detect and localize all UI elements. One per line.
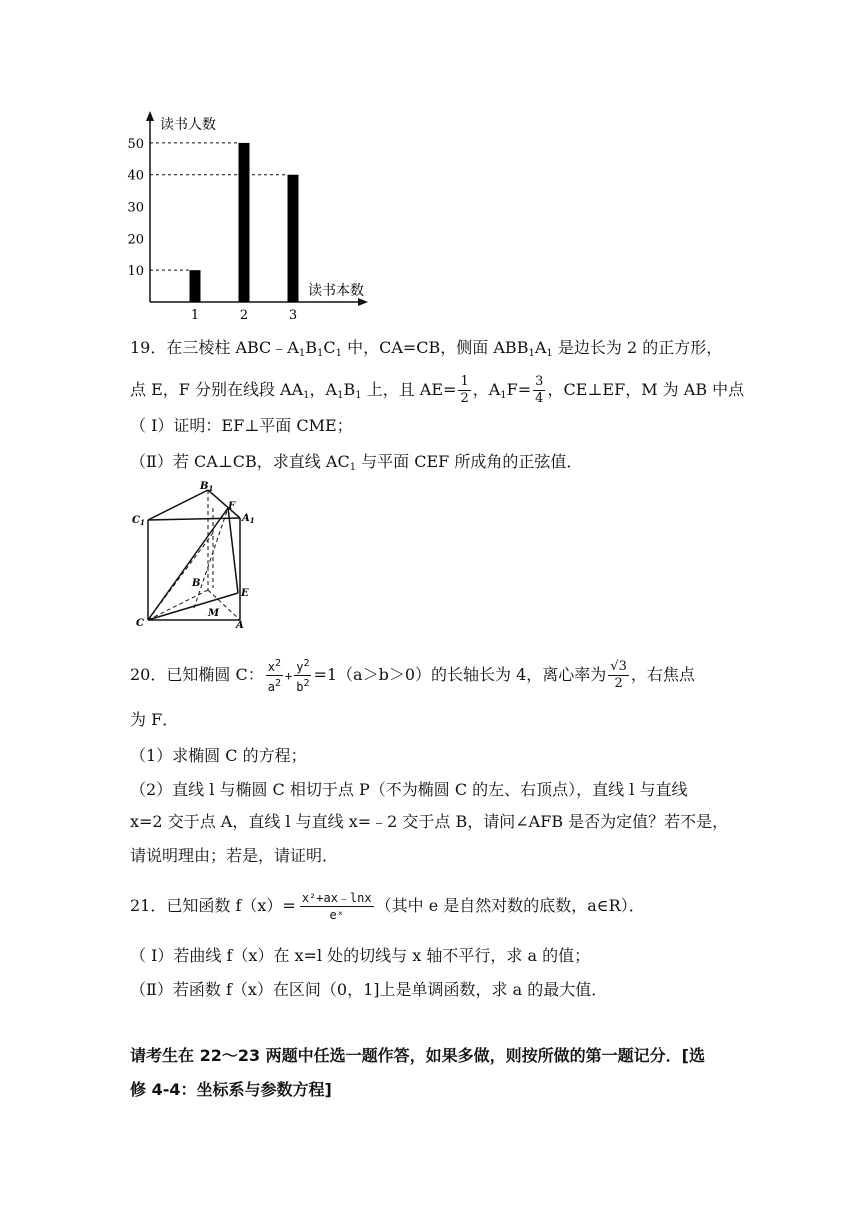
x-tick-label: 2: [239, 308, 249, 323]
label-E: E: [241, 588, 249, 599]
q20-part2-line1: （2）直线 l 与椭圆 C 相切于点 P（不为椭圆 C 的左、右顶点），直线 l 与直线: [130, 780, 688, 799]
bar-1: [190, 270, 201, 302]
q21-part1: （ I）若曲线 f（x）在 x=l 处的切线与 x 轴不平行，求 a 的值；: [130, 946, 591, 965]
label-C1: $C_1$: [132, 515, 145, 527]
label-F: F: [228, 501, 236, 512]
x-axis-label: 读书本数: [308, 283, 364, 299]
section-instruction-line1: 请考生在 22～23 两题中任选一题作答，如果多做，则按所做的第一题记分．[选: [130, 1046, 705, 1065]
y-axis-label: 读书人数: [160, 117, 216, 133]
label-C: C: [136, 618, 144, 628]
q20-stem-line1: 20．已知椭圆 C： $\frac{x^2}{a^2}$ + $\frac{y^2}{b^2}$ =1（a＞b＞0）的长轴长为 4，离心率为 $\frac{√3}{2}$ ，右焦点: [130, 658, 695, 694]
y-tick-label: 30: [127, 200, 144, 216]
q19-stem-line2: 点 E，F 分别在线段 $AA_1$，$A_1B_1$ 上，且 AE= $\frac{1}{2}$ ，$A_1F=$ $\frac{3}{4}$ ，CE⊥EF，M 为 AB 中点: [130, 374, 745, 406]
fraction-f-of-x: $\frac{\text{x²+ax﹣lnx}}{\text{eˣ}}$: [301, 891, 372, 922]
bar-chart: [120, 105, 380, 325]
label-A1: $A_1$: [242, 513, 255, 525]
y-tick-label: 50: [127, 136, 144, 152]
label-B: B: [192, 578, 201, 589]
x-tick-label: 3: [288, 308, 298, 323]
y-axis-arrow: [146, 111, 154, 121]
q20-part2-line2: x=2 交于点 A，直线 l 与直线 x=﹣2 交于点 B，请问∠AFB 是否为定值？若不是，: [130, 812, 729, 831]
fraction-one-half: $\frac{1}{2}$: [460, 374, 469, 406]
y-tick-label: 20: [127, 232, 144, 248]
label-A: A: [236, 620, 244, 628]
x-axis-arrow: [358, 298, 368, 306]
x-tick-label: 1: [190, 308, 200, 323]
q20-stem-line2: 为 F．: [130, 710, 179, 729]
q20-part2-line3: 请说明理由；若是，请证明．: [130, 846, 339, 865]
prism-figure: [128, 478, 258, 628]
fraction-y2-b2: $\frac{y^2}{b^2}$: [296, 658, 310, 694]
y-tick-label: 40: [127, 168, 144, 184]
q19-part1: （ I）证明：EF⊥平面 CME；: [130, 416, 353, 435]
bar-3: [288, 175, 299, 302]
q19-part2: （Ⅱ）若 CA⊥CB，求直线 $AC_1$ 与平面 CEF 所成角的正弦值．: [130, 452, 583, 473]
section-instruction-line2: 修 4-4：坐标系与参数方程]: [130, 1080, 332, 1099]
bar-2: [239, 143, 250, 302]
fraction-sqrt3-over-2: $\frac{√3}{2}$: [610, 659, 627, 691]
y-tick-label: 10: [127, 264, 144, 280]
q19-stem-line1: 19．在三棱柱 $ABC﹣A_1B_1C_1$ 中，CA=CB，侧面 $ABB_1A_1$ 是边长为 2 的正方形，: [130, 338, 723, 359]
label-B1: $B_1$: [200, 481, 214, 493]
fraction-three-quarters: $\frac{3}{4}$: [535, 374, 544, 406]
label-M: M: [208, 608, 220, 619]
q21-part2: （Ⅱ）若函数 f（x）在区间（0，1]上是单调函数，求 a 的最大值．: [130, 980, 608, 999]
fraction-x2-a2: $\frac{x^2}{a^2}$: [267, 658, 281, 694]
q20-part1: （1）求椭圆 C 的方程；: [130, 746, 307, 765]
q21-stem: 21．已知函数 f（x）= $\frac{\text{x²+ax﹣lnx}}{\text{eˣ}}$ （其中 e 是自然对数的底数，a∈R）．: [130, 891, 645, 922]
